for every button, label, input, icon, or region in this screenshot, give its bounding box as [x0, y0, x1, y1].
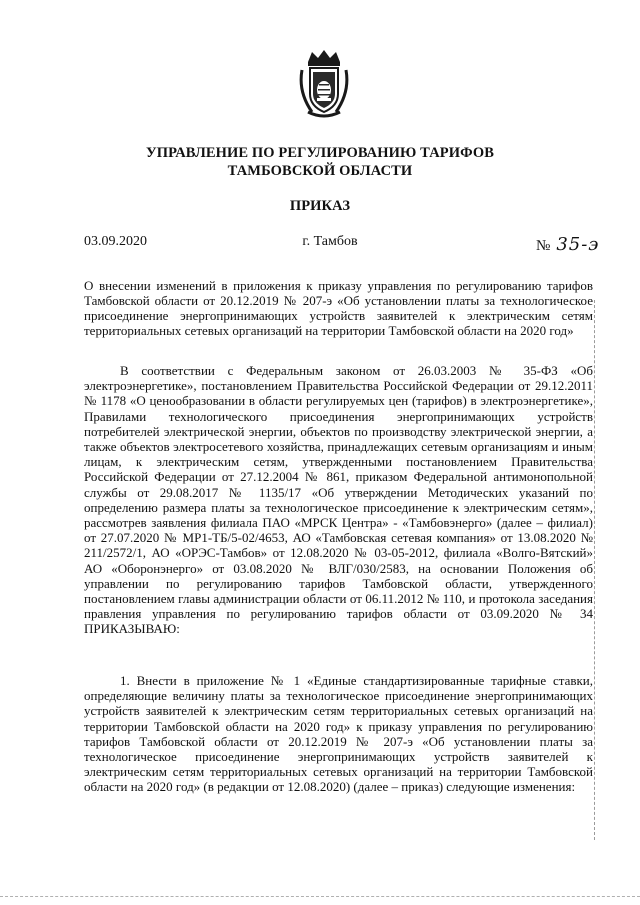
- scan-bottom-line: [0, 896, 640, 898]
- document-city: г. Тамбов: [302, 234, 358, 249]
- document-type: ПРИКАЗ: [289, 198, 351, 214]
- authority-title-line1: УПРАВЛЕНИЕ ПО РЕГУЛИРОВАНИЮ ТАРИФОВ: [145, 145, 495, 161]
- scan-edge-line: [594, 300, 596, 840]
- body-paragraph-2: 1. Внести в приложение № 1 «Единые стандартизированные тарифные ставки, определяющие величину платы за технологическое присоединение энергопринимающих устройств заявителей к электрическим сетям территориальных сетевых организаций на территории Тамбовской области на 2020 год» к приказу управления по регулированию тарифов Тамбовской области от 20.12.2019 № 207-э «Об установлении платы за технологическое присоединение энергопринимающих устройств заявителей к электрическим сетям территориальных сетевых организаций на территории Тамбовской области на 2020 год» (в редакции от 12.08.2020) (далее – приказ) следующие изменения:: [84, 673, 593, 795]
- document-date: 03.09.2020: [84, 234, 147, 249]
- number-prefix: №: [536, 238, 551, 254]
- coat-of-arms-emblem: [298, 48, 350, 120]
- body-paragraph-1: В соответствии с Федеральным законом от 26.03.2003 № 35-ФЗ «Об электроэнергетике», постановлением Правительства Российской Федерации от 29.12.2011 № 1178 «О ценообразовании в области регулируемых цен (тарифов) в электроэнергетике», Правилами технологического присоединения энергопринимающих устройств потребителей электрической энергии, объектов по производству электрической энергии, а также объектов электросетевого хозяйства, принадлежащих сетевым организациям и иным лицам, к электрическим сетям, утвержденными постановлением Правительства Российской Федерации от 27.12.2004 № 861, приказом Федеральной антимонопольной службы от 29.08.2017 № 1135/17 «Об утверждении Методических указаний по определению размера платы за технологическое присоединение к электрическим сетям», рассмотрев заявления филиала ПАО «МРСК Центра» - «Тамбовэнерго» (далее – филиал) от 27.07.2020 № МР1-ТБ/5-02/4653, АО «Тамбовская сетевая компания» от 13.08.2020 № 211/2572/1, АО «ОРЭС-Тамбов» от 12.08.2020 № 03-05-2012, филиала «Волго-Вятский» АО «Оборонэнерго» от 03.08.2020 № ВЛГ/030/2583, на основании Положения об управлении по регулированию тарифов Тамбовской области, утвержденного постановлением главы администрации области от 06.11.2012 № 110, и протокола заседания правления управления по регулированию тарифов области от 03.09.2020 № 34 ПРИКАЗЫВАЮ:: [84, 363, 593, 637]
- document-subject: О внесении изменений в приложения к приказу управления по регулированию тарифов Тамбовской области от 20.12.2019 № 207-э «Об установлении платы за технологическое присоединение энергопринимающих устройств заявителей к электрическим сетям территориальных сетевых организаций на территории Тамбовской области на 2020 год»: [84, 278, 593, 338]
- document-number: [536, 234, 599, 255]
- authority-title-line2: ТАМБОВСКОЙ ОБЛАСТИ: [227, 163, 413, 179]
- number-handwritten: 35-э: [556, 234, 600, 255]
